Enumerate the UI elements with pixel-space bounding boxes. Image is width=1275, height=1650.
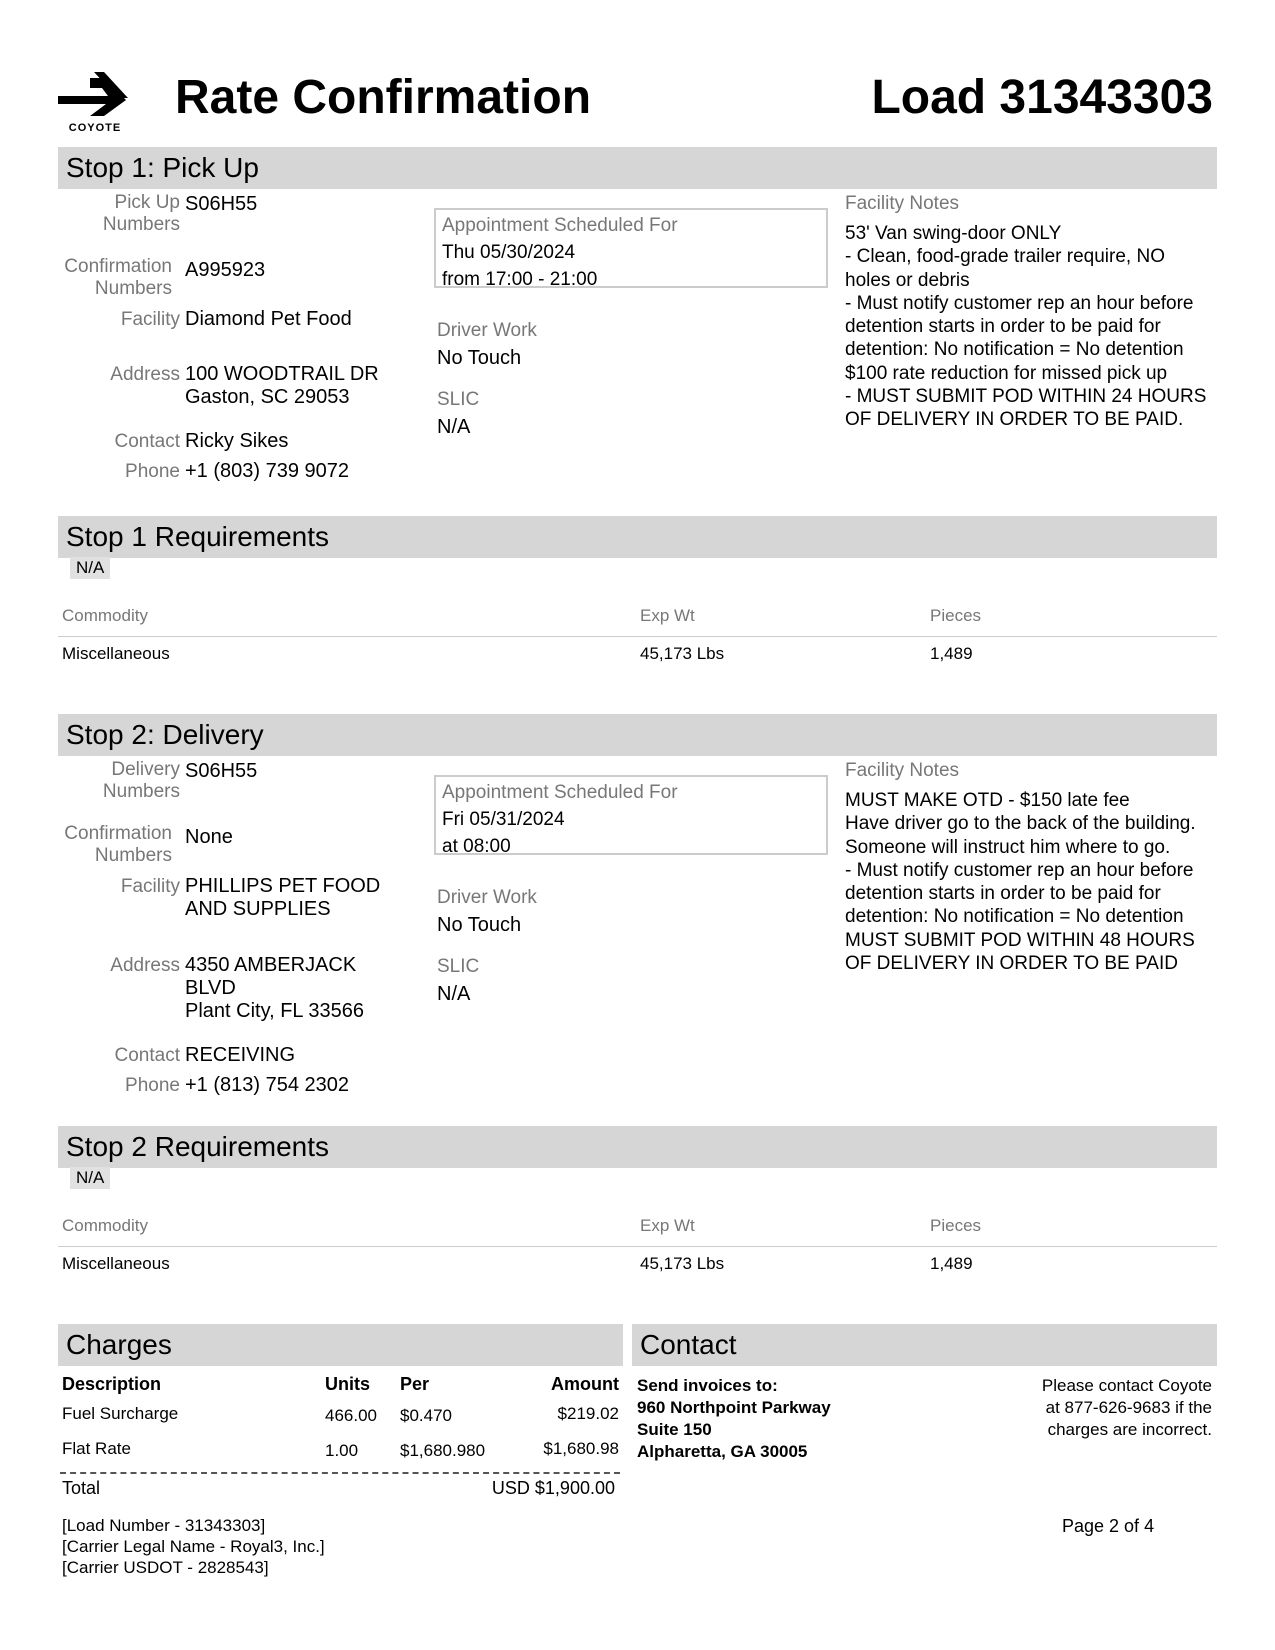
- label-line: Numbers: [102, 214, 180, 235]
- appointment-date: Fri 05/31/2024: [442, 809, 565, 830]
- label-line: Numbers: [94, 278, 172, 299]
- driver-work-label: Driver Work: [437, 887, 537, 908]
- address: [185, 363, 379, 409]
- invoice-address-line: Alpharetta, GA 30005: [637, 1442, 808, 1461]
- facility-label: Facility: [120, 309, 180, 330]
- coyote-logo: [56, 72, 134, 140]
- slic-label: SLIC: [437, 389, 480, 410]
- facility-notes-label: Facility Notes: [845, 193, 960, 214]
- appointment-date: Thu 05/30/2024: [442, 242, 576, 263]
- weight-header: Exp Wt: [640, 1216, 695, 1235]
- charge-amount: $219.02: [557, 1404, 619, 1423]
- pieces-cell: 1,489: [930, 1254, 973, 1273]
- facility-notes-label: Facility Notes: [845, 760, 960, 781]
- footer-line: [Carrier Legal Name - Royal3, Inc.]: [62, 1537, 325, 1556]
- table-divider: [58, 636, 1217, 637]
- label-line: Confirmation: [64, 256, 172, 277]
- contact-note-line: charges are incorrect.: [1047, 1420, 1212, 1439]
- pieces-cell: 1,489: [930, 644, 973, 663]
- label-line: Delivery: [111, 759, 180, 780]
- charges-amount-header: Amount: [551, 1374, 619, 1394]
- driver-work: No Touch: [437, 347, 522, 369]
- label-line: Pick Up: [114, 192, 180, 213]
- contact-label: Contact: [114, 1045, 180, 1066]
- charges-heading: Charges: [58, 1324, 623, 1366]
- stop2-heading: Stop 2: Delivery: [58, 714, 1217, 756]
- contact-name: Ricky Sikes: [185, 430, 289, 452]
- address-label: Address: [110, 955, 180, 976]
- address: [185, 954, 364, 1023]
- label-line: Confirmation: [64, 823, 172, 844]
- facility-notes: MUST MAKE OTD - $150 late fee Have driver go to the back of the building. Someone will instruct him where to go. - Must notify customer rep an hour before detention starts in order to be paid for detention: No notification = No detention MUST SUBMIT POD WITHIN 48 HOURS OF DELIVERY IN ORDER TO BE PAID: [845, 790, 1196, 975]
- contact-note-line: at 877-626-9683 if the: [1045, 1398, 1212, 1417]
- weight-cell: 45,173 Lbs: [640, 644, 725, 663]
- weight-header: Exp Wt: [640, 606, 695, 625]
- address-line: BLVD: [185, 977, 236, 999]
- charges-description-header: Description: [62, 1374, 162, 1394]
- footer-line: [Carrier USDOT - 2828543]: [62, 1558, 269, 1577]
- facility-label: Facility: [120, 876, 180, 897]
- commodity-header: Commodity: [62, 1216, 148, 1235]
- appointment-box: [434, 208, 828, 288]
- pieces-header: Pieces: [930, 606, 982, 625]
- load-number: Load 31343303: [871, 71, 1213, 124]
- contact-label: Contact: [114, 431, 180, 452]
- requirements-badge: N/A: [70, 557, 110, 579]
- appointment-box: [434, 775, 828, 855]
- slic: N/A: [437, 983, 471, 1005]
- confirmation-number: None: [185, 826, 233, 848]
- page-title: Rate Confirmation: [175, 71, 592, 124]
- slic: N/A: [437, 416, 471, 438]
- page-number: Page 2 of 4: [1062, 1516, 1155, 1536]
- requirements-badge: N/A: [70, 1167, 110, 1189]
- contact-heading: Contact: [632, 1324, 1217, 1366]
- label-line: Numbers: [102, 781, 180, 802]
- facility-line: AND SUPPLIES: [185, 898, 331, 920]
- commodity-header: Commodity: [62, 606, 148, 625]
- invoice-label: Send invoices to:: [637, 1376, 778, 1395]
- charges-units-header: Units: [325, 1374, 370, 1394]
- facility-line: PHILLIPS PET FOOD: [185, 875, 381, 897]
- phone-label: Phone: [125, 1075, 180, 1096]
- phone-number: +1 (803) 739 9072: [185, 460, 350, 482]
- charge-description: Fuel Surcharge: [62, 1404, 179, 1423]
- pickup-numbers-label: [60, 192, 180, 236]
- invoice-address-line: 960 Northpoint Parkway: [637, 1398, 831, 1417]
- phone-label: Phone: [125, 461, 180, 482]
- facility-name: [185, 875, 380, 921]
- confirmation-number: A995923: [185, 259, 266, 281]
- address-label: Address: [110, 364, 180, 385]
- charge-per: $0.470: [400, 1406, 452, 1425]
- invoice-address: [637, 1375, 831, 1463]
- facility-name: Diamond Pet Food: [185, 308, 352, 330]
- charge-description: Flat Rate: [62, 1439, 131, 1458]
- address-line: 4350 AMBERJACK: [185, 954, 357, 976]
- appointment-time: from 17:00 - 21:00: [442, 269, 598, 290]
- charge-per: $1,680.980: [400, 1441, 486, 1460]
- label-line: Numbers: [94, 845, 172, 866]
- contact-note: [960, 1375, 1212, 1441]
- appointment-time: at 08:00: [442, 836, 511, 857]
- appointment-heading: Appointment Scheduled For: [442, 215, 678, 236]
- stop1-heading: Stop 1: Pick Up: [58, 147, 1217, 189]
- charge-units: 466.00: [325, 1406, 377, 1425]
- address-line: 100 WOODTRAIL DR: [185, 363, 379, 385]
- commodity-cell: Miscellaneous: [62, 644, 170, 663]
- stop1-requirements-heading: Stop 1 Requirements: [58, 516, 1217, 558]
- footer-reference: [62, 1515, 325, 1578]
- facility-notes: 53' Van swing-door ONLY - Clean, food-grade trailer require, NO holes or debris - Must notify customer rep an hour before detention starts in order to be paid for detention: No notification = No detention $100 rate reduction for missed pick up - MUST SUBMIT POD WITHIN 24 HOURS OF DELIVERY IN ORDER TO BE PAID.: [845, 223, 1207, 431]
- pickup-numbers: S06H55: [185, 193, 258, 215]
- delivery-numbers-label: [60, 759, 180, 803]
- coyote-logo-icon: [56, 72, 134, 120]
- delivery-numbers: S06H55: [185, 760, 258, 782]
- contact-name: RECEIVING: [185, 1044, 296, 1066]
- slic-label: SLIC: [437, 956, 480, 977]
- charges-per-header: Per: [400, 1374, 430, 1394]
- confirmation-label: [50, 256, 172, 300]
- charges-total: USD $1,900.00: [491, 1478, 615, 1498]
- contact-note-line: Please contact Coyote: [1041, 1376, 1212, 1395]
- charge-units: 1.00: [325, 1441, 359, 1460]
- driver-work-label: Driver Work: [437, 320, 537, 341]
- phone-number: +1 (813) 754 2302: [185, 1074, 350, 1096]
- stop2-requirements-heading: Stop 2 Requirements: [58, 1126, 1217, 1168]
- pieces-header: Pieces: [930, 1216, 982, 1235]
- table-divider: [58, 1246, 1217, 1247]
- driver-work: No Touch: [437, 914, 522, 936]
- footer-line: [Load Number - 31343303]: [62, 1516, 266, 1535]
- appointment-heading: Appointment Scheduled For: [442, 782, 678, 803]
- charges-total-label: Total: [62, 1478, 101, 1498]
- weight-cell: 45,173 Lbs: [640, 1254, 725, 1273]
- address-line: Gaston, SC 29053: [185, 386, 350, 408]
- invoice-address-line: Suite 150: [637, 1420, 712, 1439]
- commodity-cell: Miscellaneous: [62, 1254, 170, 1273]
- logo-text: COYOTE: [68, 122, 122, 134]
- charge-amount: $1,680.98: [543, 1439, 619, 1458]
- charges-total-divider: [60, 1472, 620, 1474]
- address-line: Plant City, FL 33566: [185, 1000, 364, 1022]
- confirmation-label: [50, 823, 172, 867]
